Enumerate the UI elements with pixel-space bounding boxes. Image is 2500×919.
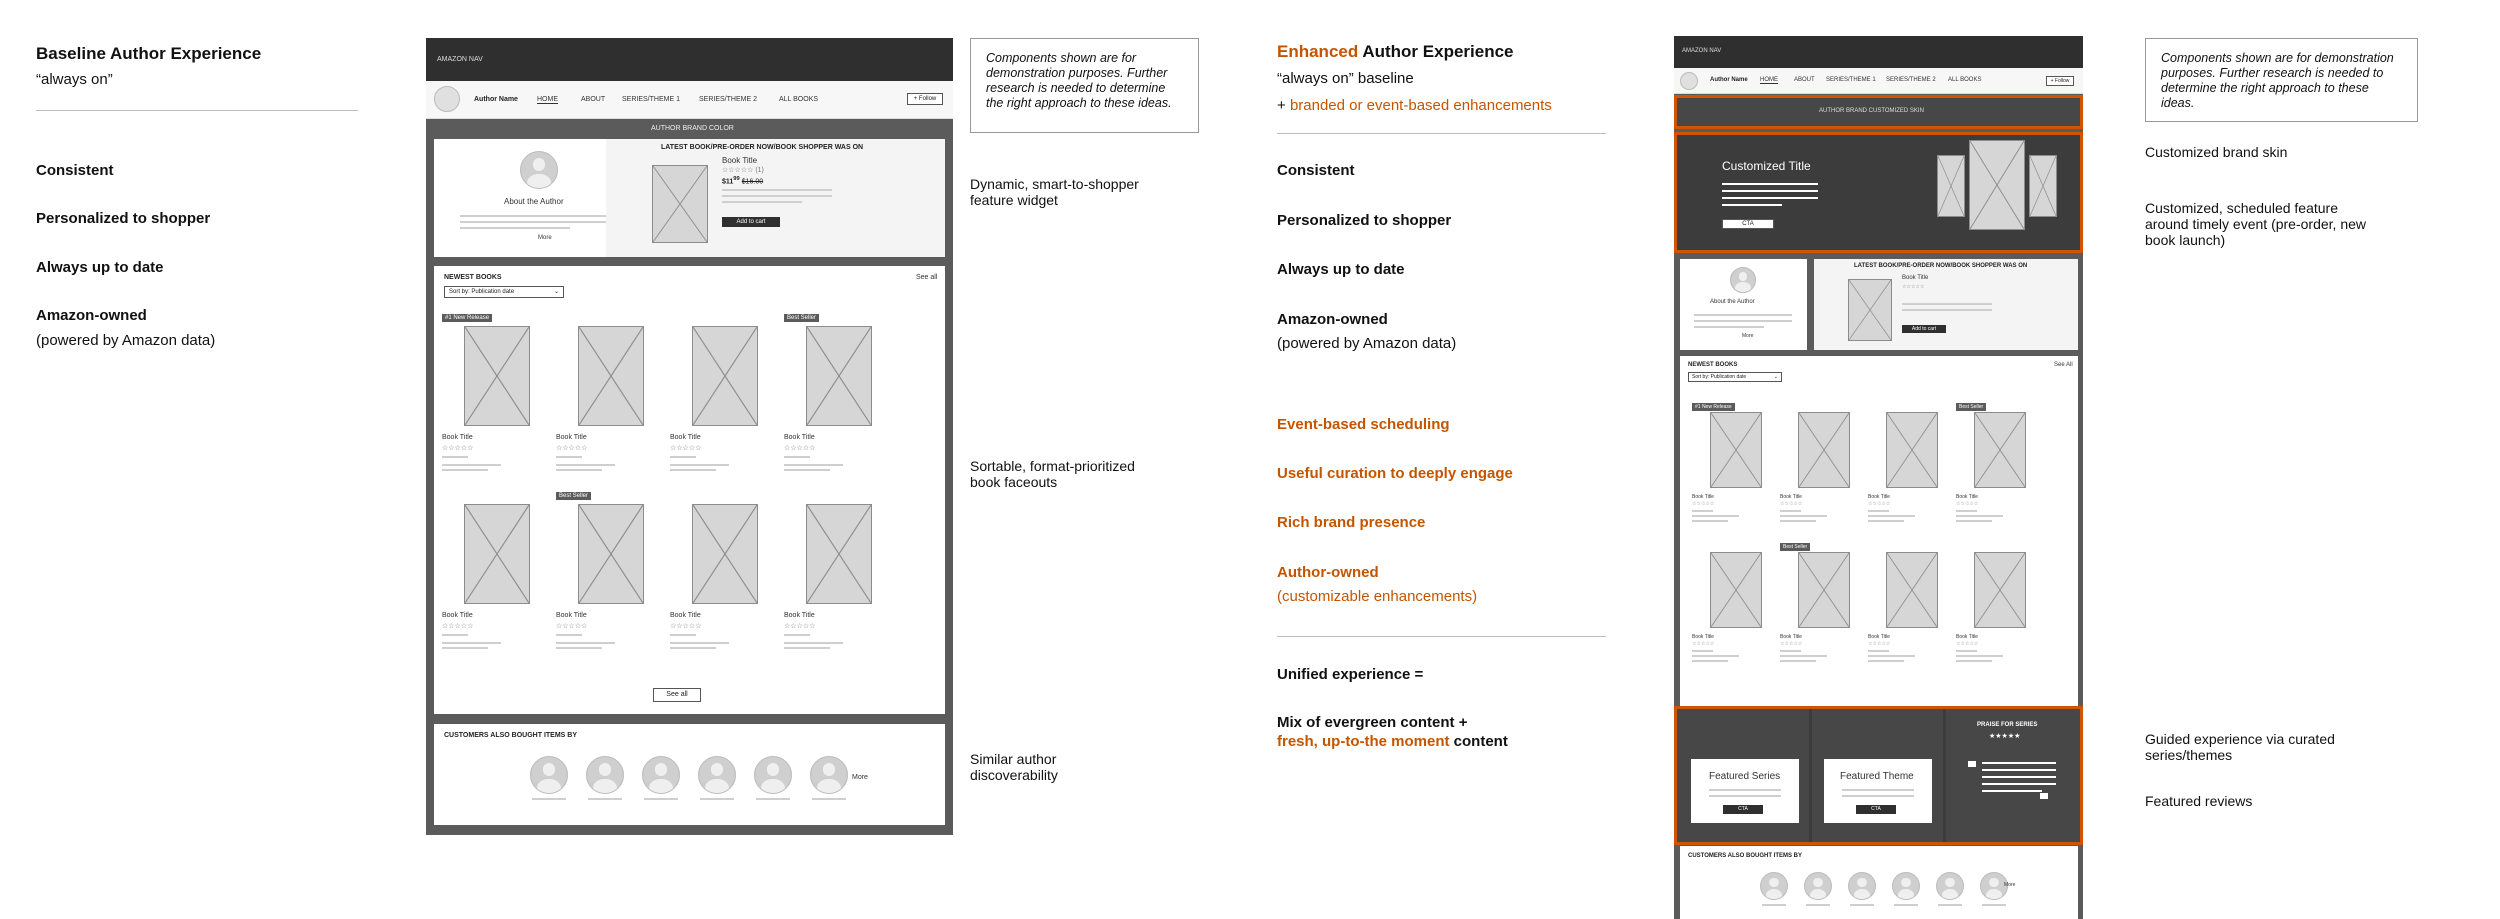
book-item[interactable]	[442, 315, 544, 486]
book-title: Book Title	[1780, 494, 1802, 500]
custom-hero	[1674, 132, 2083, 253]
rating-stars: ☆☆☆☆☆	[1902, 284, 1925, 290]
cta-button[interactable]: CTA	[1856, 805, 1896, 814]
about-author-label: About the Author	[1710, 299, 1755, 305]
tab-about[interactable]: ABOUT	[1794, 77, 1815, 83]
rating-stars: ☆☆☆☆☆ (1)	[722, 167, 764, 174]
baseline-feature: Consistent	[36, 162, 114, 179]
book-cover-placeholder	[692, 504, 758, 604]
book-item[interactable]	[442, 504, 544, 664]
about-author-label: About the Author	[504, 197, 564, 206]
book-item[interactable]	[1780, 544, 1858, 672]
quote-icon	[2040, 793, 2048, 799]
enhancement-item: Useful curation to deeply engage	[1277, 465, 1513, 482]
nav-label: AMAZON NAV	[1682, 48, 1722, 54]
rating-stars: ☆☆☆☆☆	[1956, 501, 1979, 507]
book-title: Book Title	[722, 156, 758, 165]
featured-theme-label: Featured Theme	[1840, 771, 1914, 782]
book-item[interactable]	[556, 326, 658, 486]
book-item[interactable]	[1868, 552, 1946, 672]
book-title: Book Title	[784, 612, 815, 619]
book-cover-placeholder	[464, 504, 530, 604]
book-cover-placeholder	[692, 326, 758, 426]
rating-stars: ☆☆☆☆☆	[1692, 501, 1715, 507]
featured-row	[1674, 706, 2083, 845]
book-cover-placeholder	[1710, 412, 1762, 488]
tab-series-1[interactable]: SERIES/THEME 1	[622, 96, 680, 103]
rating-stars: ☆☆☆☆☆	[1780, 641, 1803, 647]
rating-stars: ☆☆☆☆☆	[556, 445, 588, 452]
brand-skin-bar	[1674, 95, 2083, 129]
customers-heading: CUSTOMERS ALSO BOUGHT ITEMS BY	[1688, 853, 1803, 859]
book-badge: Best Seller	[784, 314, 819, 322]
book-title: Book Title	[1956, 634, 1978, 640]
baseline-feature: Always up to date	[36, 259, 164, 276]
featured-series-label: Featured Series	[1709, 771, 1781, 782]
praise-heading: PRAISE FOR SERIES	[1977, 722, 2038, 728]
rating-stars: ☆☆☆☆☆	[784, 445, 816, 452]
amazon-nav	[426, 38, 953, 81]
more-link[interactable]: More	[2004, 882, 2016, 888]
book-item[interactable]	[670, 326, 772, 486]
customers-also-bought	[1680, 846, 2078, 919]
mix-line-1: Mix of evergreen content +	[1277, 714, 1468, 731]
enhancement-note: (customizable enhancements)	[1277, 588, 1478, 605]
annotation-book-faceouts: Sortable, format-prioritized book faceouts	[970, 458, 1135, 490]
book-title: Book Title	[1692, 634, 1714, 640]
tab-series-2[interactable]: SERIES/THEME 2	[1886, 77, 1936, 83]
book-item[interactable]	[556, 493, 658, 664]
price: $\$11^{99}$ $16.00	[722, 176, 764, 186]
enhanced-feature: Always up to date	[1277, 261, 1405, 278]
tab-series-1[interactable]: SERIES/THEME 1	[1826, 77, 1876, 83]
author-avatar[interactable]	[1892, 872, 1920, 900]
baseline-wireframe	[426, 38, 953, 835]
book-title: Book Title	[556, 612, 587, 619]
book-item[interactable]	[1692, 404, 1770, 532]
author-avatar[interactable]	[642, 756, 680, 794]
book-item[interactable]	[1868, 412, 1946, 532]
customers-heading: CUSTOMERS ALSO BOUGHT ITEMS BY	[444, 732, 578, 739]
rating-stars: ☆☆☆☆☆	[784, 623, 816, 630]
enhanced-feature: Consistent	[1277, 162, 1355, 179]
book-title: Book Title	[1692, 494, 1714, 500]
annotation-guided-experience: Guided experience via curated series/themes	[2145, 731, 2335, 763]
author-avatar	[1730, 267, 1756, 293]
about-card	[1680, 259, 1807, 350]
book-title: Book Title	[1902, 275, 1929, 281]
book-cover-placeholder	[1848, 279, 1892, 341]
baseline-feature-note: (powered by Amazon data)	[36, 332, 216, 349]
book-cover-placeholder	[806, 504, 872, 604]
divider	[1277, 133, 1606, 134]
rating-stars: ☆☆☆☆☆	[1868, 641, 1891, 647]
nav-label: AMAZON NAV	[437, 56, 483, 63]
book-title: Book Title	[670, 612, 701, 619]
book-item[interactable]	[670, 504, 772, 664]
book-item[interactable]	[784, 315, 886, 486]
book-cover-placeholder	[1886, 412, 1938, 488]
book-title: Book Title	[1956, 494, 1978, 500]
newest-books-section	[434, 266, 945, 714]
rating-stars: ☆☆☆☆☆	[670, 445, 702, 452]
author-avatar[interactable]	[754, 756, 792, 794]
disclaimer-note: Components shown are for demonstration purposes. Further research is needed to determine the right approach to these ideas.	[970, 38, 1199, 133]
more-link[interactable]: More	[1742, 333, 1754, 339]
book-title: Book Title	[1868, 634, 1890, 640]
cta-button[interactable]: CTA	[1723, 805, 1763, 814]
book-title: Book Title	[442, 434, 473, 441]
enhanced-wireframe	[1674, 36, 2083, 919]
book-item[interactable]	[1956, 552, 2034, 672]
latest-book-heading: LATEST BOOK/PRE-ORDER NOW/BOOK SHOPPER WAS ON	[661, 144, 864, 151]
annotation-similar-authors: Similar author discoverability	[970, 751, 1058, 783]
tab-home[interactable]: HOME	[1760, 77, 1778, 83]
enhanced-subtitle: “always on” baseline	[1277, 70, 1414, 87]
book-cover-placeholder	[1886, 552, 1938, 628]
see-all-link[interactable]: See all	[916, 274, 938, 281]
rating-stars: ☆☆☆☆☆	[1780, 501, 1803, 507]
newest-books-heading: NEWEST BOOKS	[444, 274, 502, 281]
annotation-featured-reviews: Featured reviews	[2145, 793, 2253, 809]
book-cover-placeholder	[2029, 155, 2057, 217]
tab-series-2[interactable]: SERIES/THEME 2	[699, 96, 757, 103]
quote-icon	[1968, 761, 1976, 767]
author-avatar[interactable]	[1848, 872, 1876, 900]
tab-all-books[interactable]: ALL BOOKS	[779, 96, 819, 103]
author-subnav	[426, 81, 953, 119]
book-cover-placeholder	[1969, 140, 2025, 230]
sort-dropdown[interactable]: Sort by: Publication date ⌄	[1688, 372, 1782, 382]
add-to-cart-button[interactable]: Add to cart	[1902, 325, 1946, 333]
enhancement-item: Rich brand presence	[1277, 514, 1426, 531]
author-avatar[interactable]	[698, 756, 736, 794]
book-item[interactable]	[784, 504, 886, 664]
review-stars: ★★★★★	[1989, 733, 2021, 740]
newest-books-section	[1680, 356, 2078, 737]
enhancement-item: Author-owned	[1277, 564, 1379, 581]
customers-also-bought	[434, 724, 945, 825]
chevron-down-icon: ⌄	[553, 289, 559, 295]
book-item[interactable]	[1780, 412, 1858, 532]
annotation-feature-widget: Dynamic, smart-to-shopper feature widget	[970, 176, 1139, 208]
book-badge: Best Seller	[1956, 403, 1986, 411]
annotation-scheduled-feature: Customized, scheduled feature around timely event (pre-order, new book launch)	[2145, 200, 2366, 248]
mix-line-2: fresh, up-to-the moment content	[1277, 733, 1508, 750]
sort-dropdown[interactable]: Sort by: Publication date ⌄	[444, 286, 564, 298]
disclaimer-note: Components shown are for demonstration purposes. Further research is needed to determine the right approach to these ideas.	[2145, 38, 2418, 122]
book-cover-placeholder	[578, 504, 644, 604]
brand-color-bar	[426, 119, 953, 139]
latest-book-card	[1814, 259, 2078, 350]
custom-title: Customized Title	[1722, 159, 1811, 173]
add-to-cart-button[interactable]: Add to cart	[722, 217, 780, 227]
rating-stars: ☆☆☆☆☆	[442, 623, 474, 630]
enhanced-feature: Personalized to shopper	[1277, 212, 1452, 229]
skin-label: AUTHOR BRAND CUSTOMIZED SKIN	[1819, 108, 1924, 114]
book-cover-placeholder	[464, 326, 530, 426]
author-avatar[interactable]	[1804, 872, 1832, 900]
book-badge: Best Seller	[556, 492, 591, 500]
book-badge: Best Seller	[1780, 543, 1810, 551]
brand-bar-label: AUTHOR BRAND COLOR	[651, 125, 734, 132]
rating-stars: ☆☆☆☆☆	[442, 445, 474, 452]
tab-about[interactable]: ABOUT	[581, 96, 606, 103]
enhanced-feature-note: (powered by Amazon data)	[1277, 335, 1457, 352]
baseline-feature: Amazon-owned	[36, 307, 147, 324]
rating-stars: ☆☆☆☆☆	[1956, 641, 1979, 647]
chevron-down-icon: ⌄	[1773, 374, 1778, 380]
book-cover-placeholder	[1710, 552, 1762, 628]
author-avatar	[520, 151, 558, 189]
book-title: Book Title	[442, 612, 473, 619]
featured-theme-card[interactable]	[1824, 759, 1932, 823]
unified-experience: Unified experience =	[1277, 666, 1424, 683]
rating-stars: ☆☆☆☆☆	[556, 623, 588, 630]
enhanced-plus: + branded or event-based enhancements	[1277, 97, 1552, 114]
author-logo	[434, 86, 460, 112]
cta-button[interactable]: CTA	[1722, 219, 1774, 229]
book-title: Book Title	[556, 434, 587, 441]
enhancement-item: Event-based scheduling	[1277, 416, 1450, 433]
featured-series-card[interactable]	[1691, 759, 1799, 823]
book-cover-placeholder	[1974, 552, 2026, 628]
annotation-brand-skin: Customized brand skin	[2145, 144, 2288, 160]
latest-book-card	[606, 139, 945, 257]
follow-button[interactable]: + Follow	[2046, 76, 2074, 86]
latest-book-heading: LATEST BOOK/PRE-ORDER NOW/BOOK SHOPPER WAS ON	[1854, 263, 2028, 269]
book-cover-placeholder	[652, 165, 708, 243]
author-logo	[1680, 72, 1698, 90]
author-name: Author Name	[1710, 77, 1748, 83]
divider	[1277, 636, 1606, 637]
author-avatar[interactable]	[810, 756, 848, 794]
amazon-nav	[1674, 36, 2083, 68]
tab-all-books[interactable]: ALL BOOKS	[1948, 77, 1982, 83]
more-link[interactable]: More	[538, 235, 552, 241]
author-subnav	[1674, 68, 2083, 94]
book-cover-placeholder	[578, 326, 644, 426]
author-avatar[interactable]	[586, 756, 624, 794]
author-avatar[interactable]	[530, 756, 568, 794]
book-cover-placeholder	[1937, 155, 1965, 217]
tab-home[interactable]: HOME	[537, 96, 558, 103]
rating-stars: ☆☆☆☆☆	[1868, 501, 1891, 507]
book-item[interactable]	[1692, 552, 1770, 672]
book-cover-placeholder	[806, 326, 872, 426]
see-all-button[interactable]: See all	[653, 688, 701, 702]
author-name: Author Name	[474, 96, 518, 103]
book-title: Book Title	[1868, 494, 1890, 500]
book-item[interactable]	[1956, 404, 2034, 532]
newest-books-heading: NEWEST BOOKS	[1688, 362, 1738, 368]
book-badge: #1 New Release	[1692, 403, 1735, 411]
book-cover-placeholder	[1798, 552, 1850, 628]
author-avatar[interactable]	[1760, 872, 1788, 900]
baseline-feature: Personalized to shopper	[36, 210, 211, 227]
book-cover-placeholder	[1974, 412, 2026, 488]
enhanced-title: Enhanced Author Experience	[1277, 42, 1514, 61]
rating-stars: ☆☆☆☆☆	[670, 623, 702, 630]
see-all-link[interactable]: See All	[2054, 362, 2073, 368]
baseline-title: Baseline Author Experience	[36, 44, 262, 63]
book-cover-placeholder	[1798, 412, 1850, 488]
enhanced-feature: Amazon-owned	[1277, 311, 1388, 328]
more-link[interactable]: More	[852, 774, 868, 781]
book-title: Book Title	[670, 434, 701, 441]
book-badge: #1 New Release	[442, 314, 492, 322]
follow-button[interactable]: + Follow	[907, 93, 943, 105]
divider	[36, 110, 358, 111]
baseline-subtitle: “always on”	[36, 71, 113, 88]
rating-stars: ☆☆☆☆☆	[1692, 641, 1715, 647]
book-title: Book Title	[784, 434, 815, 441]
author-avatar[interactable]	[1936, 872, 1964, 900]
book-title: Book Title	[1780, 634, 1802, 640]
